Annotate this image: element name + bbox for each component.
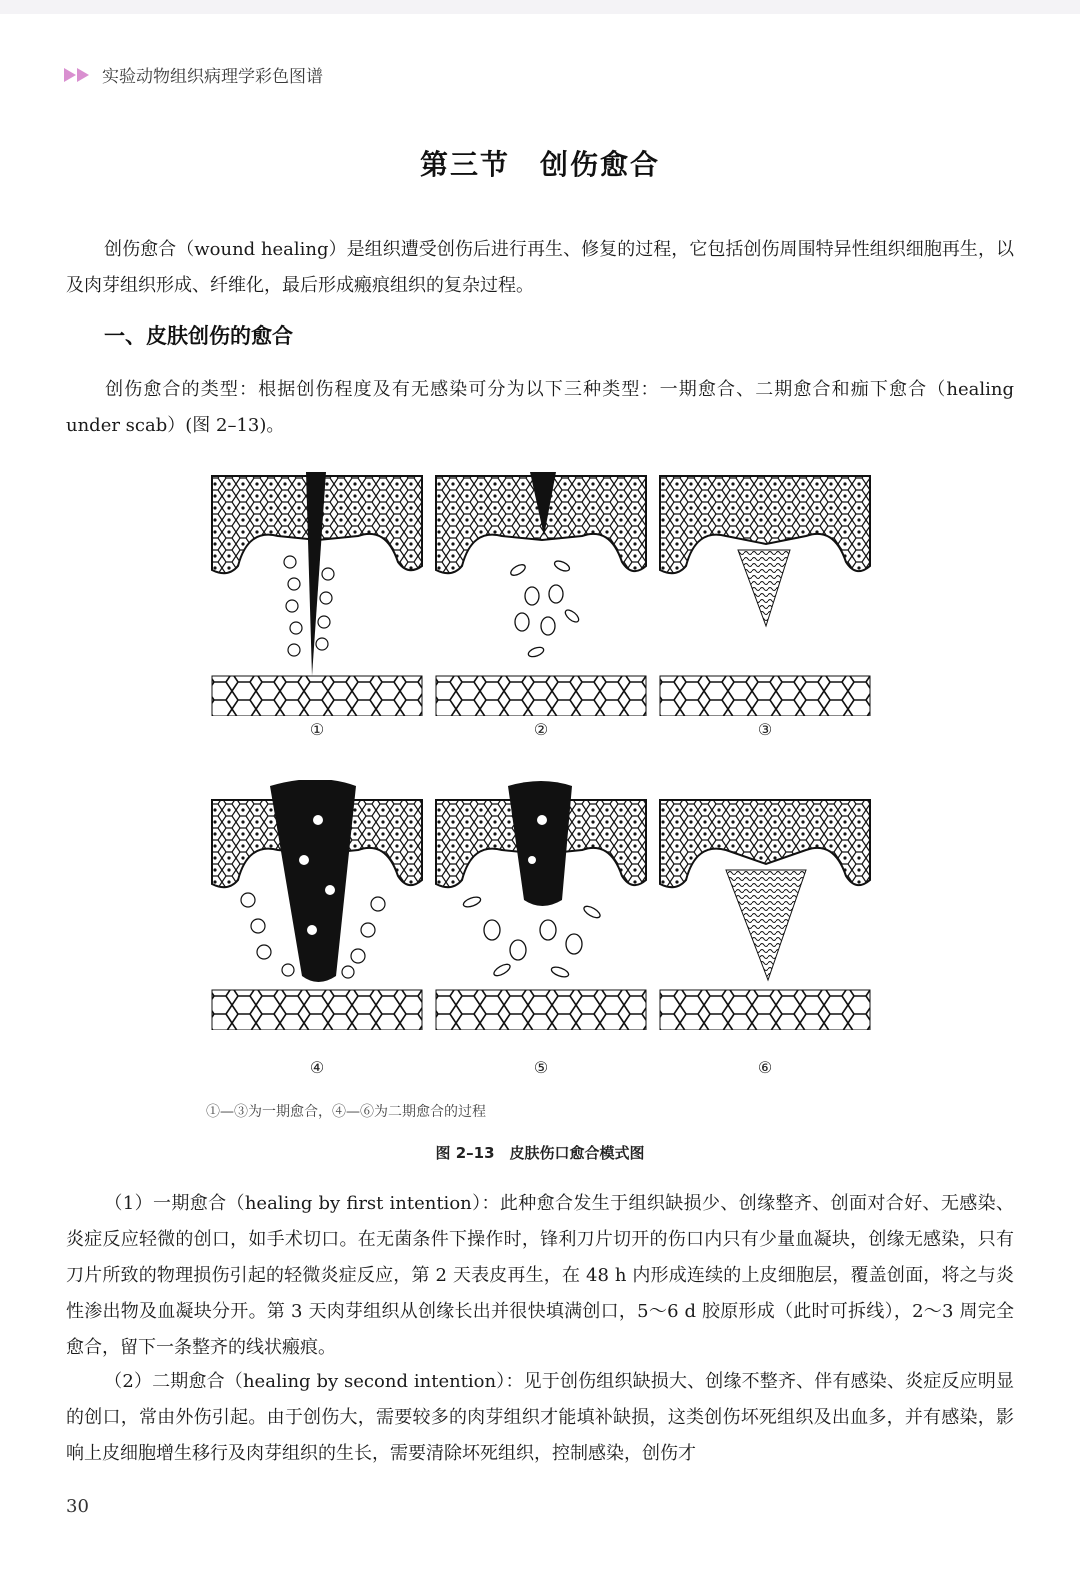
figure-caption: 图 2–13 皮肤伤口愈合模式图	[435, 1144, 645, 1162]
book-title: 实验动物组织病理学彩色图谱	[102, 67, 323, 87]
figure-panel-6	[656, 780, 874, 1030]
panel-6-drawing	[656, 780, 874, 1030]
panel-label-6: ⑥	[757, 1058, 773, 1077]
panel-label-4: ④	[309, 1058, 325, 1077]
intro-text: 创伤愈合（wound healing）是组织遭受创伤后进行再生、修复的过程，它包括创伤周围特异性组织细胞再生，以及肉芽组织形成、纤维化，最后形成瘢痕组织的复杂过程。	[66, 239, 1014, 296]
first-intention-paragraph	[66, 1186, 1014, 1366]
panel-1-drawing	[208, 466, 426, 716]
panel-3-drawing	[656, 466, 874, 716]
figure-panel-1	[208, 466, 426, 716]
first-intention-text: （1）一期愈合（healing by first intention）：此种愈合发生于组织缺损少、创缘整齐、创面对合好、无感染、炎症反应轻微的创口，如手术切口。在无菌条件下操作时，锋利刀片切开的伤口内只有少量血凝块，创缘无感染，只有刀片所致的物理损伤引起的轻微炎症反应，第 2 天表皮再生，在 48 h 内形成连续的上皮细胞层，覆盖创面，将之与炎性渗出物及血凝块分开。第 3 天肉芽组织从创缘长出并很快填满创口，5～6 d 胶原形成（此时可拆线），2～3 周完全愈合，留下一条整齐的线状瘢痕。	[66, 1193, 1014, 1358]
running-head	[64, 62, 323, 87]
panel-label-5: ⑤	[533, 1058, 549, 1077]
second-intention-paragraph	[66, 1364, 1014, 1472]
subsection-heading: 一、皮肤创伤的愈合	[104, 324, 293, 348]
figure-panel-5	[432, 780, 650, 1030]
types-paragraph	[66, 372, 1014, 444]
top-band	[0, 0, 1080, 14]
figure-panel-2	[432, 466, 650, 716]
figure-note: ①—③为一期愈合，④—⑥为二期愈合的过程	[206, 1104, 486, 1120]
panel-label-1: ①	[309, 720, 325, 739]
panel-5-drawing	[432, 780, 650, 1030]
second-intention-text: （2）二期愈合（healing by second intention）：见于创伤组织缺损大、创缘不整齐、伴有感染、炎症反应明显的创口，常由外伤引起。由于创伤大，需要较多的肉芽组织才能填补缺损，这类创伤坏死组织及出血多，并有感染，影响上皮细胞增生移行及肉芽组织的生长，需要清除坏死组织，控制感染，创伤才	[66, 1371, 1014, 1464]
panel-label-2: ②	[533, 720, 549, 739]
figure-panel-3	[656, 466, 874, 716]
panel-4-drawing	[208, 780, 426, 1030]
page-number: 30	[66, 1496, 89, 1517]
panel-label-3: ③	[757, 720, 773, 739]
double-arrow-icon	[64, 68, 90, 82]
wound-healing-figure	[200, 460, 880, 1090]
figure-panel-4	[208, 780, 426, 1030]
panel-2-drawing	[432, 466, 650, 716]
section-title: 第三节 创伤愈合	[419, 148, 660, 181]
intro-paragraph	[66, 232, 1014, 304]
types-text: 创伤愈合的类型：根据创伤程度及有无感染可分为以下三种类型：一期愈合、二期愈合和痂下愈合（healing under scab）(图 2–13)。	[66, 379, 1014, 436]
